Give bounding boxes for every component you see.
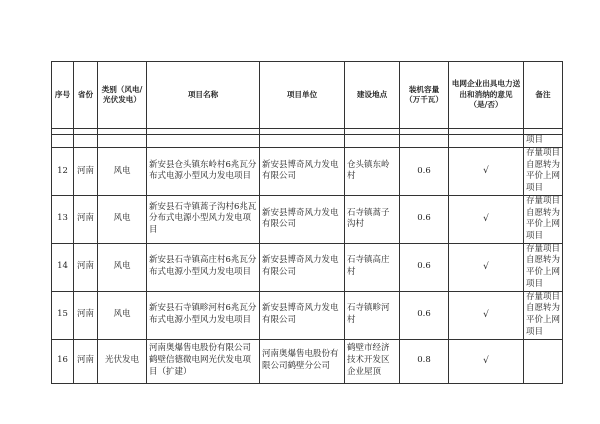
cell-project-name: 新安县石寺镇畛河村6兆瓦分布式电源小型风力发电项目: [147, 291, 260, 339]
cell-index: 14: [52, 243, 74, 291]
cell-category: 风电: [98, 148, 147, 196]
cell-location: 石寺镇蒿子沟村: [345, 195, 400, 243]
cell-category: 风电: [98, 291, 147, 339]
table-row: [52, 195, 563, 243]
cell-location: 石寺镇畛河村: [345, 291, 400, 339]
table-row: [52, 291, 563, 339]
table-row: [52, 243, 563, 291]
cell-project-unit: 新安县博奇风力发电有限公司: [260, 195, 345, 243]
col-header-remarks: 备注: [524, 62, 563, 129]
continued-remark: 项目: [524, 135, 563, 148]
cell-location: 仓头镇东岭村: [345, 148, 400, 196]
cell-remarks: 存量项目自愿转为平价上网项目: [524, 291, 563, 339]
cell-project-unit: 新安县博奇风力发电有限公司: [260, 243, 345, 291]
cell-project-name: 新安县石寺镇高庄村6兆瓦分布式电源小型风力发电项目: [147, 243, 260, 291]
cell-remarks: [524, 339, 563, 383]
col-header-capacity: 装机容量（万千瓦）: [400, 62, 449, 129]
cell-index: 16: [52, 339, 74, 383]
cell-province: 河南: [74, 291, 98, 339]
cell-category: 光伏发电: [98, 339, 147, 383]
cell-category: 风电: [98, 243, 147, 291]
cell-province: 河南: [74, 243, 98, 291]
cell-capacity: 0.6: [400, 291, 449, 339]
table-row: [52, 148, 563, 196]
col-header-location: 建设地点: [345, 62, 400, 129]
col-header-index: 序号: [52, 62, 74, 129]
cell-location: 鹤壁市经济技术开发区企业屋顶: [345, 339, 400, 383]
cell-index: 15: [52, 291, 74, 339]
cell-index: 13: [52, 195, 74, 243]
cell-province: 河南: [74, 148, 98, 196]
cell-province: 河南: [74, 195, 98, 243]
cell-capacity: 0.6: [400, 243, 449, 291]
cell-grid-opinion: √: [449, 148, 524, 196]
cell-capacity: 0.6: [400, 148, 449, 196]
cell-grid-opinion: √: [449, 339, 524, 383]
cell-remarks: 存量项目自愿转为平价上网项目: [524, 195, 563, 243]
table-row: [52, 339, 563, 383]
col-header-grid-opinion: 电网企业出具电力送出和消纳的意见（是/否）: [449, 62, 524, 129]
cell-capacity: 0.6: [400, 195, 449, 243]
cell-capacity: 0.8: [400, 339, 449, 383]
cell-index: 12: [52, 148, 74, 196]
cell-remarks: 存量项目自愿转为平价上网项目: [524, 243, 563, 291]
cell-province: 河南: [74, 339, 98, 383]
cell-project-unit: 河南奥爆售电股份有限公司鹤壁分公司: [260, 339, 345, 383]
project-table: [51, 61, 563, 384]
col-header-province: 省份: [74, 62, 98, 129]
cell-project-unit: 新安县博奇风力发电有限公司: [260, 148, 345, 196]
cell-project-name: 新安县仓头镇东岭村6兆瓦分布式电源小型风力发电项目: [147, 148, 260, 196]
cell-project-name: 新安县石寺镇蒿子沟村6兆瓦分布式电源小型风力发电项目: [147, 195, 260, 243]
continued-row: [52, 135, 563, 148]
cell-grid-opinion: √: [449, 195, 524, 243]
cell-remarks: 存量项目自愿转为平价上网项目: [524, 148, 563, 196]
col-header-category: 类别（风电/光伏发电）: [98, 62, 147, 129]
cell-grid-opinion: √: [449, 291, 524, 339]
cell-grid-opinion: √: [449, 243, 524, 291]
header-row: [52, 62, 563, 129]
col-header-project-name: 项目名称: [147, 62, 260, 129]
cell-category: 风电: [98, 195, 147, 243]
cell-project-unit: 新安县博奇风力发电有限公司: [260, 291, 345, 339]
cell-location: 石寺镇高庄村: [345, 243, 400, 291]
cell-project-name: 河南奥爆售电股份有限公司鹤壁信德微电网光伏发电项目（扩建）: [147, 339, 260, 383]
col-header-project-unit: 项目单位: [260, 62, 345, 129]
